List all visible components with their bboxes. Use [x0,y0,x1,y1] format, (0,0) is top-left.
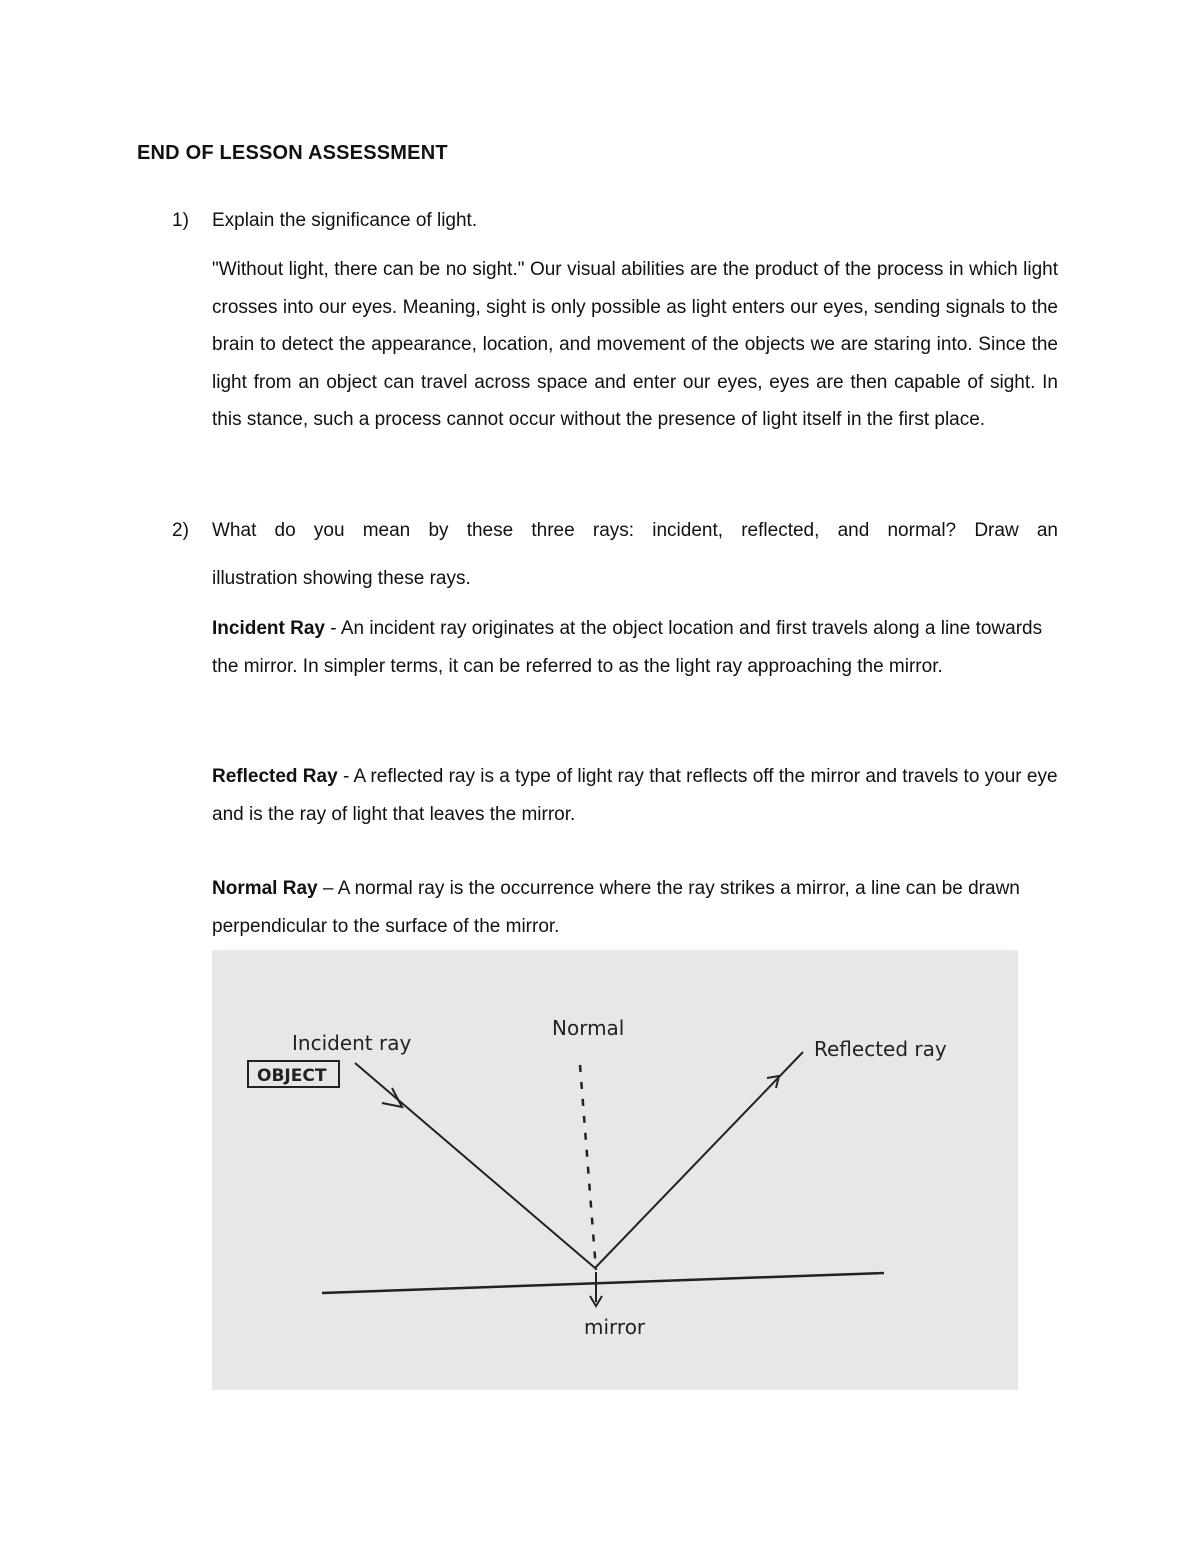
reflected-ray-definition [212,758,1058,833]
reflected-ray-term: Reflected Ray [212,766,338,787]
normal-ray-term: Normal Ray [212,878,318,899]
mirror-label: mirror [584,1315,646,1339]
diagram-layer [212,950,1018,1390]
normal-ray-separator: – [317,878,338,899]
normal-ray-definition [212,870,1058,945]
incident-ray-term: Incident Ray [212,618,325,639]
reflected-ray-separator: - [337,766,354,787]
question-1-answer: "Without light, there can be no sight." Our visual abilities are the product of the process in which light crosses into our eyes. Meaning, sight is only possible as light enters our eyes, sending signals to the brain to detect the appearance, location, and movement of the objects we are staring into. Since the light from an object can travel across space and enter our eyes, eyes are then capable of sight. In this stance, such a process cannot occur without the presence of light itself in the first place. [212,259,1058,430]
question-1-text: Explain the significance of light. [212,210,478,231]
question-2-number: 2) [172,520,189,541]
question-2-text-line2: illustration showing these rays. [212,568,471,589]
incident-ray-separator: - [324,618,341,639]
normal-ray-text: A normal ray is the occurrence where the ray strikes a mirror, a line can be drawn perpendicular to the surface of the mirror. [212,878,1020,937]
incident-ray-text: An incident ray originates at the object location and first travels along a line towards the mirror. In simpler terms, it can be referred to as the light ray approaching the mirror. [212,618,1043,677]
reflected-ray-label: Reflected ray [814,1037,947,1061]
normal-label: Normal [552,1016,625,1040]
question-2-text-line1: What do you mean by these three rays: incident, reflected, and normal? Draw an [212,520,1058,541]
question-1-number: 1) [172,210,189,231]
page-title: END OF LESSON ASSESSMENT [137,142,448,164]
incident-ray-label: Incident ray [292,1031,412,1055]
object-label: OBJECT [257,1066,327,1086]
reflected-ray-text: A reflected ray is a type of light ray that reflects off the mirror and travels to your eye and is the ray of light that leaves the mirror. [212,766,1058,825]
incident-ray-definition [212,610,1058,685]
